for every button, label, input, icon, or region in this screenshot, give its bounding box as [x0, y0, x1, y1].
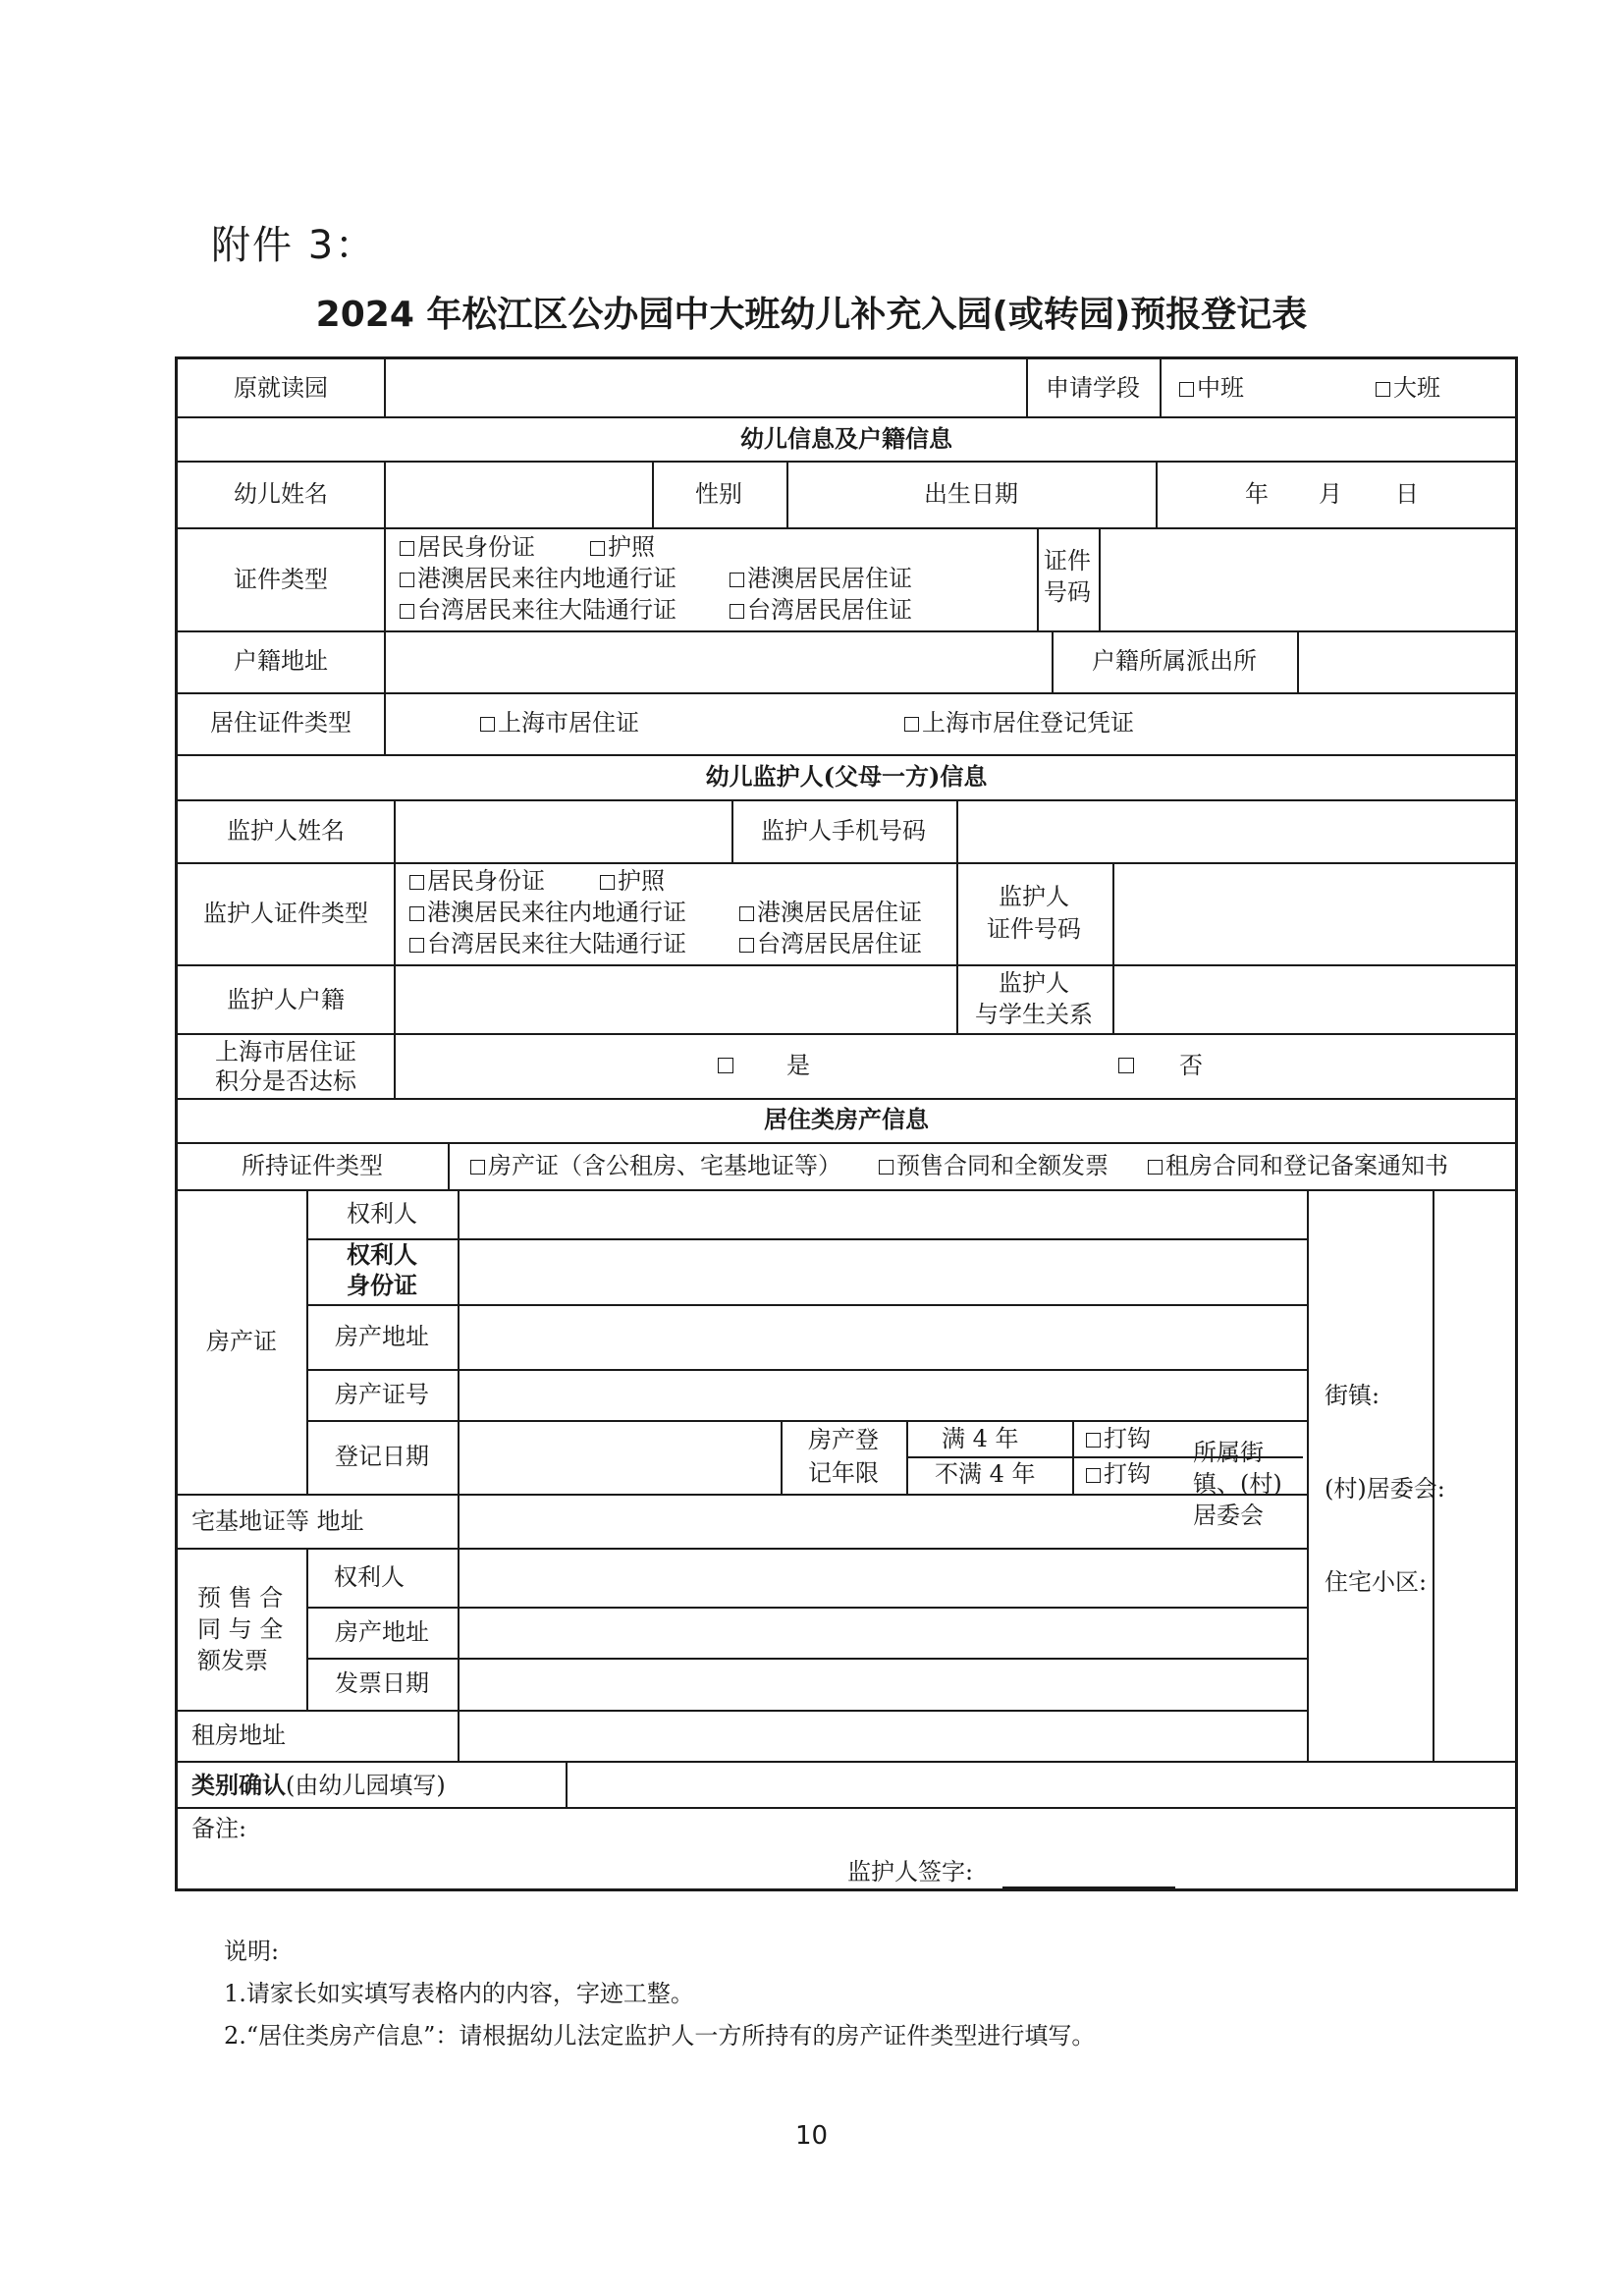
child-id-opt-taiwan-residence[interactable] — [730, 595, 912, 625]
option-label: 港澳居民来往内地通行证 — [417, 565, 676, 592]
town-label-2: 镇、(村) — [1193, 1470, 1282, 1498]
checkbox-middle-class[interactable] — [1179, 373, 1244, 403]
checkbox-icon — [730, 604, 744, 619]
signature-line[interactable] — [1002, 1886, 1175, 1888]
checkbox-icon — [1148, 1160, 1163, 1175]
committee-label: (村)居委会: — [1325, 1475, 1445, 1503]
checkbox-icon — [600, 875, 615, 890]
checkbox-icon — [1086, 1468, 1101, 1483]
section-housing-info: 居住类房产信息 — [764, 1105, 929, 1133]
category-confirm-note: (由幼儿园填写) — [286, 1772, 446, 1799]
guardian-id-opt-passport[interactable] — [600, 866, 665, 896]
guardian-id-opt-hk-macao-permit[interactable] — [409, 898, 686, 927]
checkbox-points-yes[interactable] — [718, 1058, 733, 1073]
option-label: 港澳居民居住证 — [747, 565, 912, 592]
option-label: 护照 — [608, 533, 655, 561]
guardian-id-number-label-2: 证件号码 — [987, 915, 1081, 943]
registration-form-table — [175, 356, 1518, 1891]
checkbox-icon — [1376, 382, 1390, 397]
guardian-name-label: 监护人姓名 — [227, 817, 345, 845]
child-id-opt-hk-macao-residence[interactable] — [730, 564, 912, 593]
child-id-opt-hk-macao-permit[interactable] — [400, 564, 676, 593]
note-item-2: 2.“居住类房产信息”：请根据幼儿法定监护人一方所持有的房产证件类型进行填写。 — [224, 2022, 1096, 2050]
guardian-id-number-label-1: 监护人 — [999, 883, 1069, 910]
town-label-1: 所属街 — [1193, 1439, 1264, 1466]
deed-owner-id-label-2: 身份证 — [347, 1271, 417, 1299]
dob-year-unit: 年 — [1245, 480, 1269, 508]
checkbox-shanghai-residence-registration[interactable] — [904, 708, 1134, 738]
housing-cert-type-label: 所持证件类型 — [242, 1152, 383, 1179]
option-label: 中班 — [1197, 374, 1244, 402]
option-label: 台湾居民居住证 — [747, 596, 912, 624]
guardian-signature-label: 监护人签字: — [847, 1858, 974, 1886]
guardian-id-opt-taiwan-permit[interactable] — [409, 929, 686, 958]
checkbox-icon — [409, 938, 424, 953]
street-label: 街镇: — [1325, 1382, 1380, 1409]
checkbox-icon — [590, 541, 605, 556]
invoice-date-label: 发票日期 — [335, 1669, 429, 1697]
option-label: 打钩 — [1104, 1425, 1151, 1452]
category-confirm-label — [191, 1771, 446, 1800]
prev-kindergarten-label: 原就读园 — [234, 374, 328, 402]
checkbox-icon — [739, 938, 754, 953]
checkbox-icon — [409, 875, 424, 890]
guardian-relation-label-1: 监护人 — [999, 969, 1069, 997]
hukou-police-label: 户籍所属派出所 — [1092, 647, 1257, 675]
residence-type-label: 居住证件类型 — [210, 709, 352, 737]
deed-years-label-2: 记年限 — [808, 1459, 879, 1487]
dob-month-unit: 月 — [1319, 480, 1342, 508]
category-confirm-bold: 类别确认 — [191, 1771, 286, 1799]
checkbox-icon — [879, 1160, 893, 1175]
presale-label-2: 同 与 全 — [197, 1615, 284, 1643]
guardian-hukou-label: 监护人户籍 — [227, 986, 345, 1013]
notes-heading: 说明: — [224, 1938, 280, 1965]
option-label: 港澳居民来往内地通行证 — [427, 899, 686, 926]
deed-owner-id-label-1: 权利人 — [347, 1240, 417, 1269]
option-label: 上海市居住证 — [498, 709, 639, 737]
deed-owner-label: 权利人 — [347, 1200, 417, 1228]
years-full-4-label: 满 4 年 — [942, 1425, 1019, 1452]
checkbox-icon — [904, 717, 919, 732]
page-number: 10 — [794, 2121, 829, 2151]
option-label: 打钩 — [1104, 1460, 1151, 1488]
checkbox-icon — [400, 573, 414, 587]
child-name-label: 幼儿姓名 — [234, 480, 328, 508]
note-item-1: 1.请家长如实填写表格内的内容，字迹工整。 — [224, 1980, 694, 2007]
child-id-opt-resident-id[interactable] — [400, 532, 535, 562]
child-id-number-label-2: 号码 — [1044, 578, 1091, 606]
presale-address-label: 房产地址 — [335, 1618, 429, 1646]
town-label-3: 居委会 — [1193, 1502, 1264, 1529]
section-child-info: 幼儿信息及户籍信息 — [740, 424, 952, 453]
property-deed-label: 房产证 — [206, 1328, 277, 1355]
deed-registration-date-label: 登记日期 — [335, 1443, 429, 1470]
checkbox-years-full-4[interactable] — [1086, 1424, 1151, 1453]
remarks-label: 备注: — [191, 1815, 247, 1842]
points-label-2: 积分是否达标 — [215, 1067, 356, 1095]
checkbox-icon — [400, 541, 414, 556]
deed-address-label: 房产地址 — [335, 1323, 429, 1350]
attachment-label: 附件 3： — [211, 223, 377, 268]
housing-opt-rental[interactable] — [1148, 1151, 1448, 1180]
dob-label: 出生日期 — [924, 480, 1018, 508]
child-id-type-label: 证件类型 — [234, 566, 328, 593]
option-label: 租房合同和登记备案通知书 — [1165, 1152, 1448, 1179]
option-label: 护照 — [618, 867, 665, 895]
guardian-id-opt-resident-id[interactable] — [409, 866, 545, 896]
checkbox-icon — [480, 717, 495, 732]
option-label: 预售合同和全额发票 — [896, 1152, 1109, 1179]
housing-opt-deed[interactable] — [470, 1151, 841, 1180]
homestead-address-label: 宅基地证等 地址 — [191, 1507, 364, 1535]
guardian-id-opt-taiwan-residence[interactable] — [739, 929, 922, 958]
child-id-number-label-1: 证件 — [1044, 547, 1091, 574]
gender-label: 性别 — [695, 480, 742, 508]
guardian-phone-label: 监护人手机号码 — [761, 817, 926, 845]
years-not-full-4-label: 不满 4 年 — [935, 1460, 1036, 1488]
option-label: 房产证（含公租房、宅基地证等） — [488, 1152, 841, 1179]
guardian-relation-label-2: 与学生关系 — [975, 1001, 1093, 1028]
dob-day-unit: 日 — [1395, 480, 1419, 508]
deed-years-label-1: 房产登 — [808, 1426, 879, 1453]
checkbox-icon — [409, 906, 424, 921]
option-label: 大班 — [1393, 374, 1440, 402]
child-id-opt-taiwan-permit[interactable] — [400, 595, 676, 625]
deed-number-label: 房产证号 — [335, 1381, 429, 1408]
checkbox-icon — [1086, 1433, 1101, 1448]
points-no-label: 否 — [1179, 1052, 1203, 1079]
form-title: 2024 年松江区公办园中大班幼儿补充入园(或转园)预报登记表 — [315, 295, 1308, 335]
option-label: 居民身份证 — [417, 533, 535, 561]
housing-opt-presale[interactable] — [879, 1151, 1109, 1180]
option-label: 上海市居住登记凭证 — [922, 709, 1134, 737]
presale-label-3: 额发票 — [197, 1647, 268, 1674]
checkbox-points-no[interactable] — [1118, 1058, 1134, 1073]
option-label: 台湾居民来往大陆通行证 — [427, 930, 686, 957]
option-label: 台湾居民居住证 — [757, 930, 922, 957]
checkbox-icon — [730, 573, 744, 587]
checkbox-icon — [739, 906, 754, 921]
option-label: 居民身份证 — [427, 867, 545, 895]
rental-address-label: 租房地址 — [191, 1722, 286, 1749]
child-id-opt-passport[interactable] — [590, 532, 655, 562]
section-guardian-info: 幼儿监护人(父母一方)信息 — [705, 762, 988, 791]
points-label-1: 上海市居住证 — [215, 1038, 356, 1066]
guardian-id-type-label: 监护人证件类型 — [203, 900, 368, 927]
hukou-address-label: 户籍地址 — [234, 647, 328, 675]
checkbox-years-not-full-4[interactable] — [1086, 1459, 1151, 1489]
presale-owner-label: 权利人 — [334, 1563, 405, 1591]
community-label: 住宅小区: — [1325, 1568, 1428, 1596]
checkbox-icon — [1179, 382, 1194, 397]
option-label: 港澳居民居住证 — [757, 899, 922, 926]
grade-applied-label: 申请学段 — [1046, 374, 1140, 402]
option-label: 台湾居民来往大陆通行证 — [417, 596, 676, 624]
guardian-id-opt-hk-macao-residence[interactable] — [739, 898, 922, 927]
checkbox-icon — [470, 1160, 485, 1175]
points-yes-label: 是 — [786, 1052, 810, 1079]
checkbox-icon — [400, 604, 414, 619]
presale-label-1: 预 售 合 — [197, 1584, 284, 1612]
checkbox-senior-class[interactable] — [1376, 373, 1440, 403]
checkbox-shanghai-residence-permit[interactable] — [480, 708, 639, 738]
